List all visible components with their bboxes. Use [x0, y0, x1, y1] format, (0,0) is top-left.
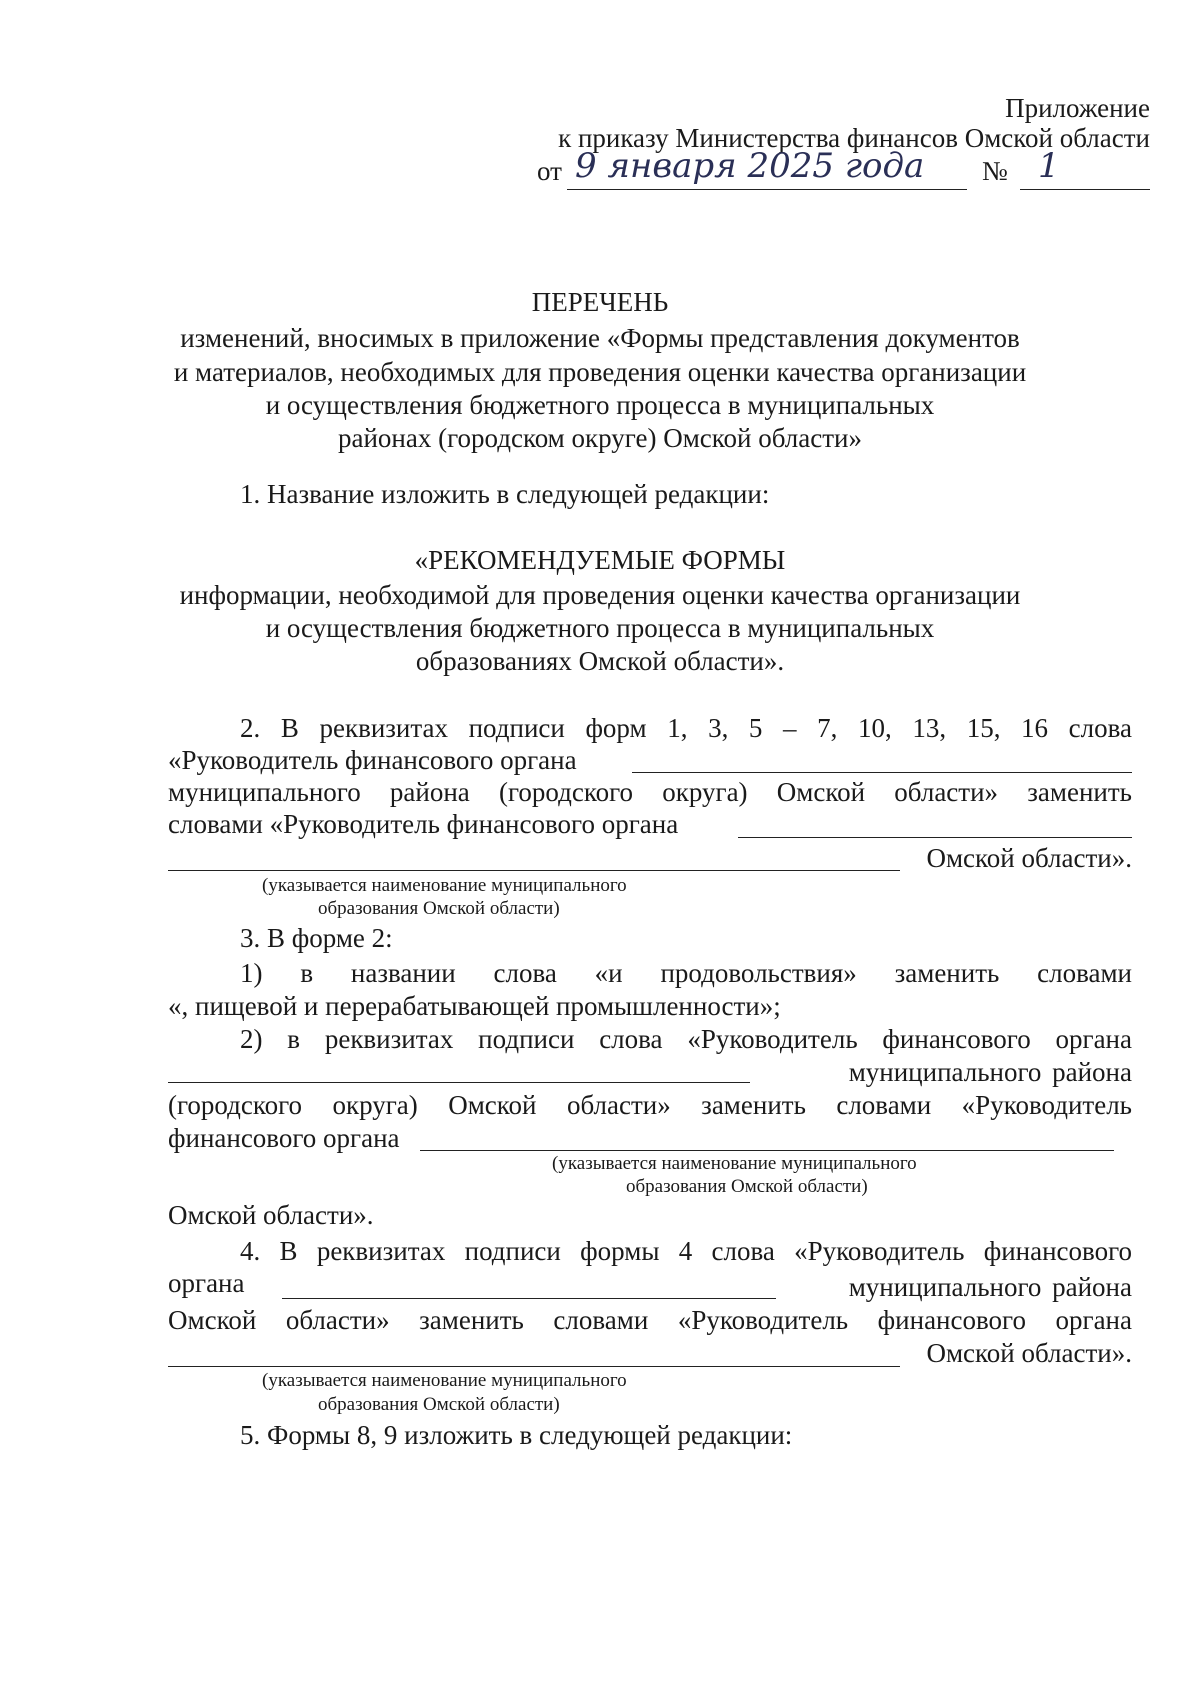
item-4-line: Омской области». [926, 1338, 1132, 1368]
title-line: и осуществления бюджетного процесса в муниципальных [265, 390, 935, 420]
item-4-line: органа [168, 1268, 245, 1298]
item-5-text: 5. Формы 8, 9 изложить в следующей редакции: [240, 1420, 793, 1450]
order-reference: к приказу Министерства финансов Омской области [558, 123, 1150, 153]
blank-line [168, 1082, 750, 1083]
document-title: ПЕРЕЧЕНЬ [531, 287, 669, 317]
blank-note: (указывается наименование муниципального [262, 875, 627, 896]
item-3-line: 1) в названии слова «и продовольствия» заменить словами [240, 958, 1132, 988]
blank-line [738, 837, 1132, 838]
blank-note: образования Омской области) [318, 1394, 560, 1415]
number-underline [1020, 189, 1150, 190]
item-2-line: словами «Руководитель финансового органа [168, 809, 679, 839]
new-title-line: информации, необходимой для проведения оценки качества организации [179, 580, 1021, 610]
item-4-line: Омской области» заменить словами «Руководитель финансового органа [168, 1305, 1132, 1335]
item-4-line: муниципального района [848, 1272, 1132, 1302]
blank-note: образования Омской области) [318, 898, 560, 919]
item-3-line: «, пищевой и перерабатывающей промышленности»; [168, 991, 781, 1021]
item-3-line: муниципального района [848, 1057, 1132, 1087]
title-line: изменений, вносимых в приложение «Формы представления документов [180, 323, 1020, 353]
item-3-intro: 3. В форме 2: [240, 923, 393, 953]
date-underline [567, 189, 967, 190]
item-3-line: (городского округа) Омской области» заменить словами «Руководитель [168, 1090, 1132, 1120]
blank-line [168, 1366, 900, 1367]
number-label: № [982, 156, 1008, 186]
new-title-line: и осуществления бюджетного процесса в муниципальных [265, 613, 935, 643]
item-2-line: муниципального района (городского округа) Омской области» заменить [168, 777, 1132, 807]
item-4-line: 4. В реквизитах подписи формы 4 слова «Руководитель финансового [240, 1236, 1132, 1266]
handwritten-number: 1 [1038, 146, 1060, 186]
blank-note: (указывается наименование муниципального [552, 1153, 917, 1174]
item-2-line: Омской области». [926, 843, 1132, 873]
blank-line [420, 1150, 1114, 1151]
item-3-line: Омской области». [168, 1200, 374, 1230]
new-title-heading: «РЕКОМЕНДУЕМЫЕ ФОРМЫ [414, 545, 786, 575]
blank-line [168, 870, 900, 871]
item-1-text: 1. Название изложить в следующей редакции: [240, 479, 770, 509]
blank-line [632, 772, 1132, 773]
blank-line [282, 1298, 776, 1299]
appendix-label: Приложение [1005, 93, 1150, 123]
item-3-line: финансового органа [168, 1123, 400, 1153]
blank-note: образования Омской области) [626, 1176, 868, 1197]
item-2-line: «Руководитель финансового органа [168, 745, 577, 775]
handwritten-date: 9 января 2025 года [575, 146, 925, 186]
item-2-line: 2. В реквизитах подписи форм 1, 3, 5 – 7, 10, 13, 15, 16 слова [240, 713, 1132, 743]
title-line: районах (городском округе) Омской области» [338, 423, 862, 453]
item-3-line: 2) в реквизитах подписи слова «Руководитель финансового органа [240, 1024, 1132, 1054]
from-label: от [537, 156, 562, 186]
blank-note: (указывается наименование муниципального [262, 1370, 627, 1391]
title-line: и материалов, необходимых для проведения оценки качества организации [173, 357, 1027, 387]
new-title-line: образованиях Омской области». [415, 646, 785, 676]
